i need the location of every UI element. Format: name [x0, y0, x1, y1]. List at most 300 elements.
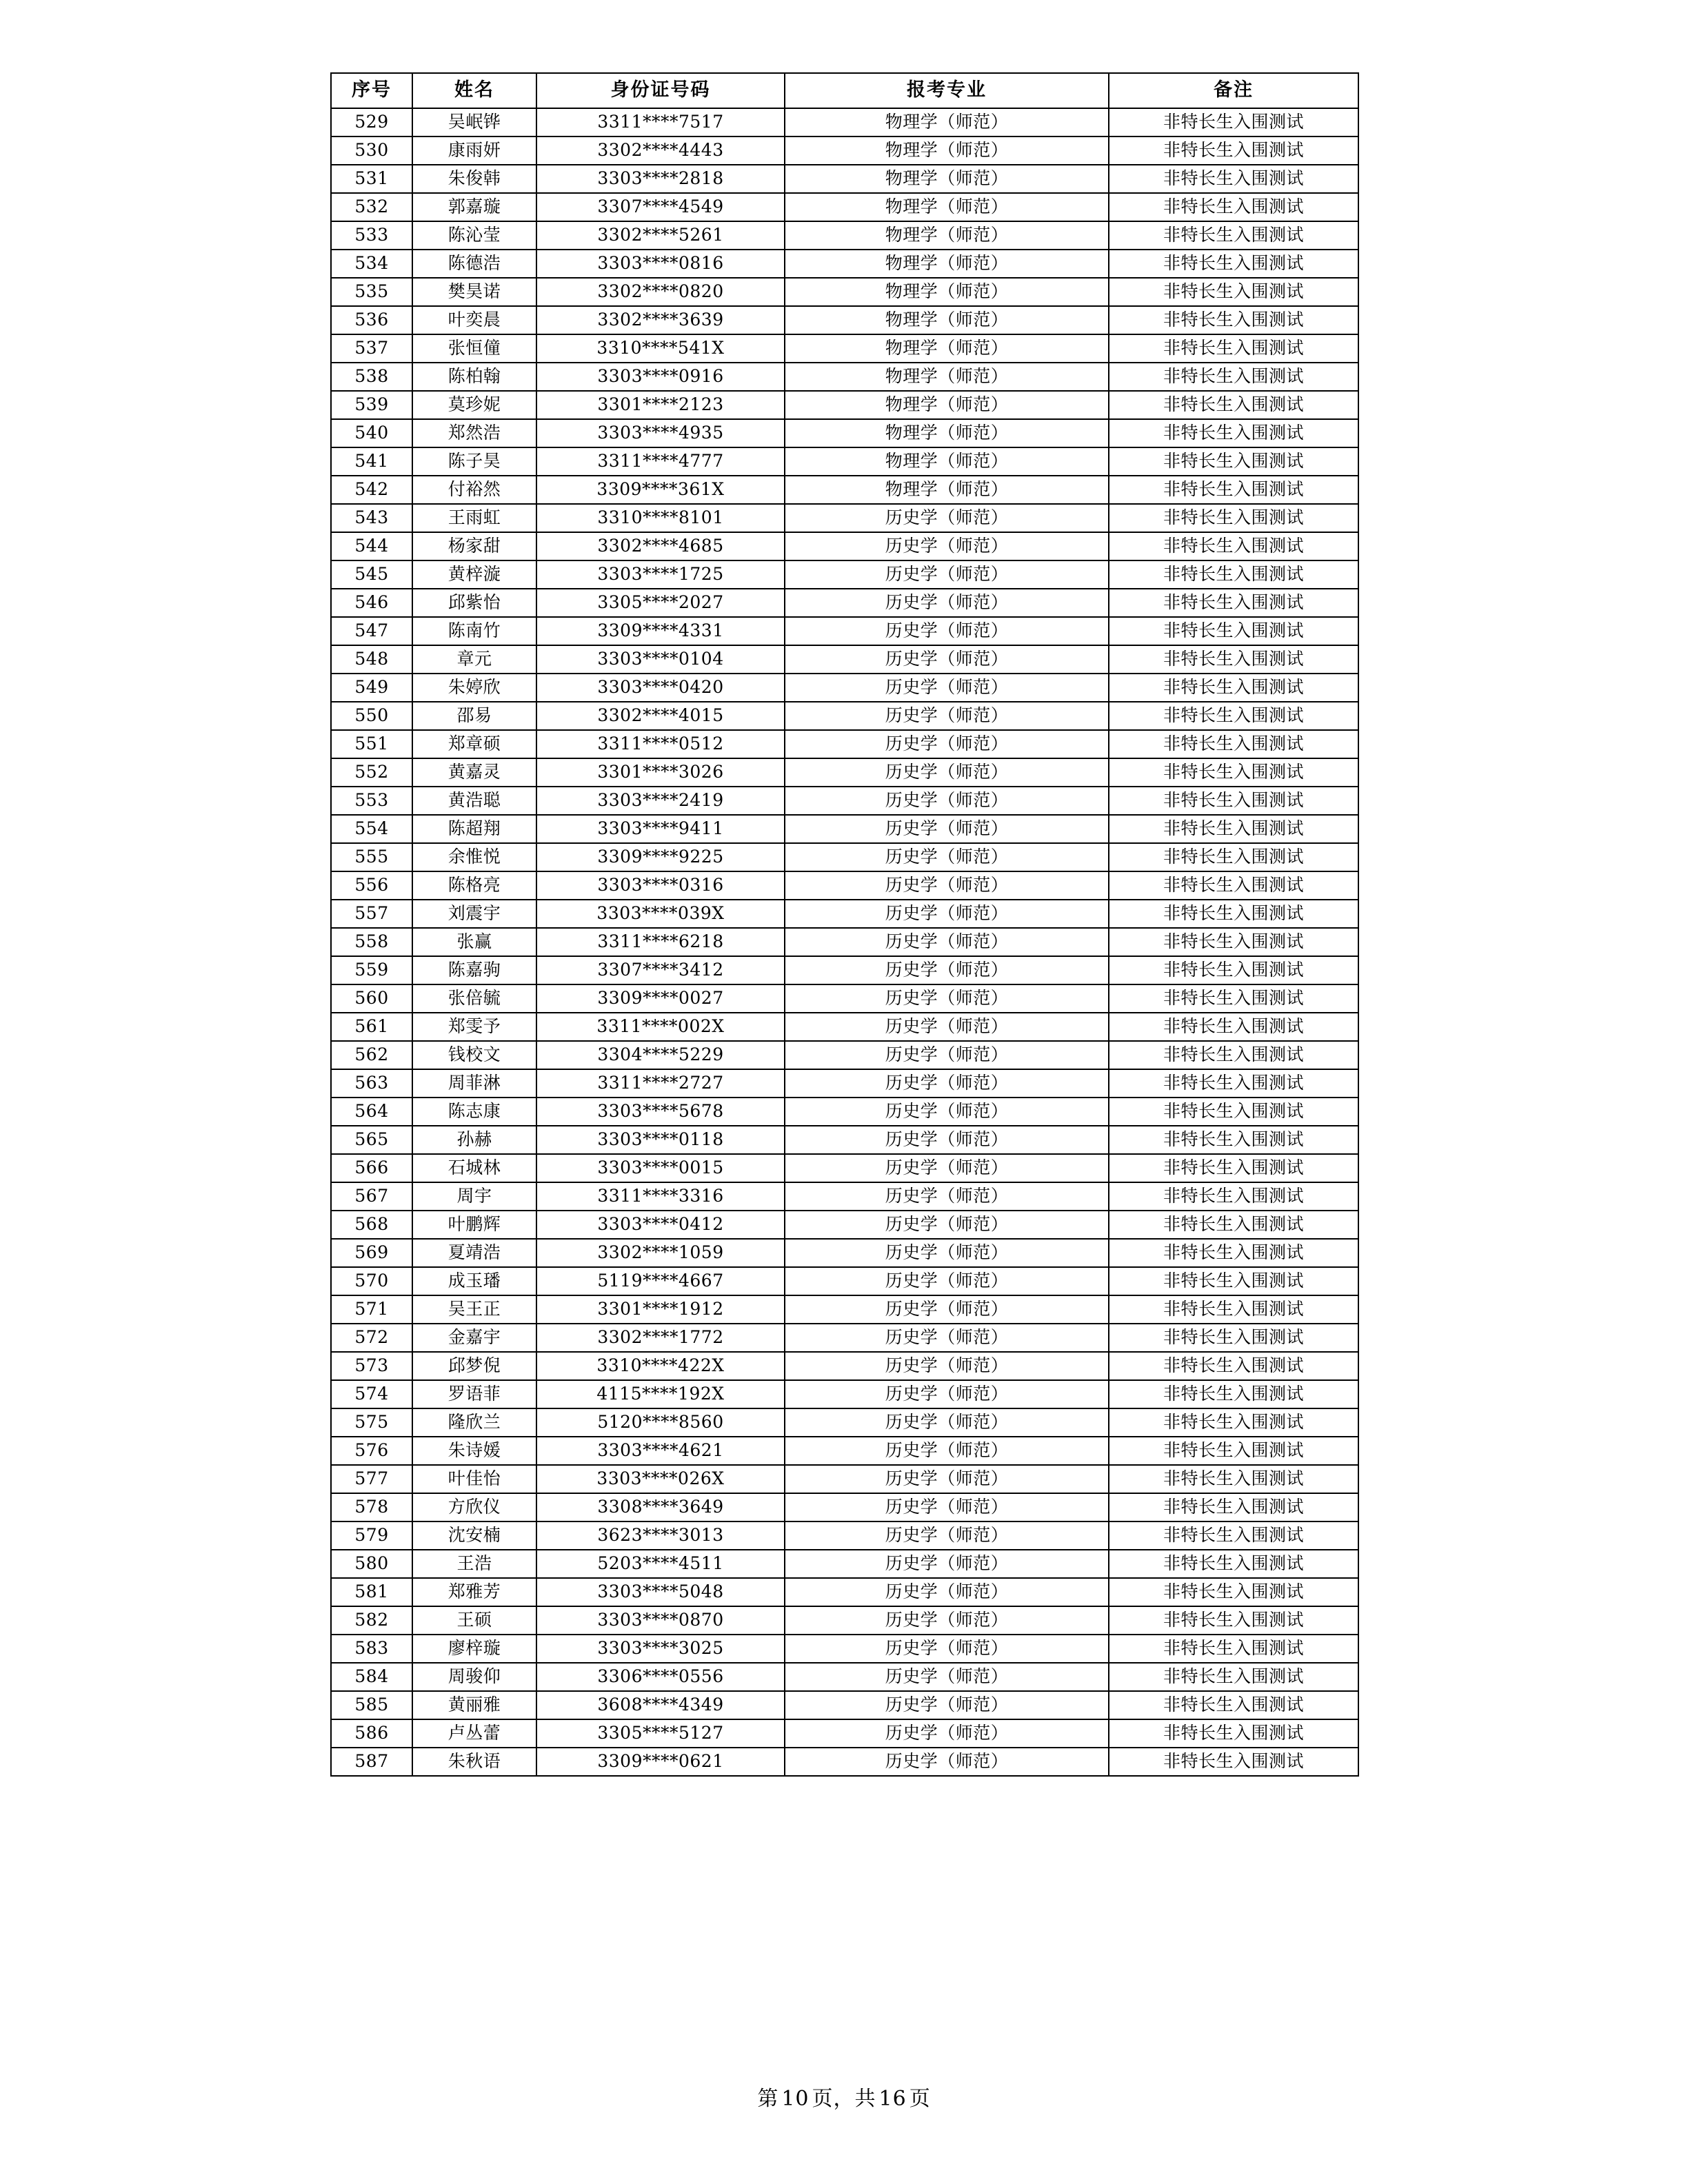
table-row: [331, 1521, 1358, 1550]
table-row: [331, 1663, 1358, 1691]
cell-major: 历史学（师范）: [785, 1154, 1109, 1182]
cell-index: 569: [331, 1239, 412, 1267]
cell-major: 历史学（师范）: [785, 1295, 1109, 1324]
cell-id-number: 3309****361X: [536, 476, 785, 504]
table-row: [331, 702, 1358, 730]
table-header-row: [331, 73, 1358, 108]
cell-major: 历史学（师范）: [785, 1239, 1109, 1267]
cell-name: 吴岷铧: [412, 108, 536, 136]
cell-id-number: 3303****2419: [536, 787, 785, 815]
cell-index: 539: [331, 391, 412, 419]
cell-major: 历史学（师范）: [785, 1352, 1109, 1380]
cell-name: 黄丽雅: [412, 1691, 536, 1719]
cell-remark: 非特长生入围测试: [1109, 250, 1358, 278]
table-row: [331, 843, 1358, 871]
cell-id-number: 3309****9225: [536, 843, 785, 871]
cell-name: 钱校文: [412, 1041, 536, 1069]
cell-index: 543: [331, 504, 412, 532]
table-row: [331, 1578, 1358, 1606]
cell-id-number: 3301****2123: [536, 391, 785, 419]
cell-major: 历史学（师范）: [785, 1437, 1109, 1465]
cell-id-number: 3302****4685: [536, 532, 785, 560]
cell-remark: 非特长生入围测试: [1109, 1691, 1358, 1719]
cell-name: 陈子昊: [412, 447, 536, 476]
cell-remark: 非特长生入围测试: [1109, 645, 1358, 674]
cell-id-number: 3302****3639: [536, 306, 785, 334]
table-row: [331, 1550, 1358, 1578]
cell-id-number: 3303****0118: [536, 1126, 785, 1154]
cell-id-number: 3305****2027: [536, 589, 785, 617]
cell-name: 郑雯予: [412, 1013, 536, 1041]
table-row: [331, 787, 1358, 815]
cell-name: 孙赫: [412, 1126, 536, 1154]
cell-id-number: 3303****026X: [536, 1465, 785, 1493]
table-row: [331, 476, 1358, 504]
cell-index: 570: [331, 1267, 412, 1295]
column-header-remark: 备注: [1109, 73, 1358, 108]
table-row: [331, 1606, 1358, 1635]
table-row: [331, 1267, 1358, 1295]
cell-major: 历史学（师范）: [785, 1748, 1109, 1776]
cell-index: 549: [331, 674, 412, 702]
table-row: [331, 1408, 1358, 1437]
cell-remark: 非特长生入围测试: [1109, 1126, 1358, 1154]
table-row: [331, 306, 1358, 334]
table-row: [331, 1748, 1358, 1776]
cell-major: 历史学（师范）: [785, 1719, 1109, 1748]
cell-remark: 非特长生入围测试: [1109, 1437, 1358, 1465]
table-row: [331, 871, 1358, 900]
cell-major: 历史学（师范）: [785, 815, 1109, 843]
column-header-index: 序号: [331, 73, 412, 108]
cell-id-number: 3305****5127: [536, 1719, 785, 1748]
table-row: [331, 1098, 1358, 1126]
cell-major: 历史学（师范）: [785, 645, 1109, 674]
cell-major: 历史学（师范）: [785, 1578, 1109, 1606]
cell-name: 成玉璠: [412, 1267, 536, 1295]
cell-remark: 非特长生入围测试: [1109, 1521, 1358, 1550]
cell-major: 历史学（师范）: [785, 758, 1109, 787]
cell-major: 历史学（师范）: [785, 787, 1109, 815]
cell-remark: 非特长生入围测试: [1109, 1295, 1358, 1324]
cell-remark: 非特长生入围测试: [1109, 1493, 1358, 1521]
cell-id-number: 3310****422X: [536, 1352, 785, 1380]
cell-id-number: 3608****4349: [536, 1691, 785, 1719]
table-row: [331, 1691, 1358, 1719]
roster-table-wrapper: [330, 72, 1358, 1777]
cell-major: 物理学（师范）: [785, 136, 1109, 165]
table-row: [331, 1380, 1358, 1408]
cell-index: 567: [331, 1182, 412, 1211]
cell-major: 历史学（师范）: [785, 1380, 1109, 1408]
cell-major: 历史学（师范）: [785, 1606, 1109, 1635]
cell-major: 物理学（师范）: [785, 193, 1109, 221]
table-row: [331, 560, 1358, 589]
cell-major: 历史学（师范）: [785, 1041, 1109, 1069]
cell-major: 物理学（师范）: [785, 334, 1109, 363]
table-row: [331, 1324, 1358, 1352]
cell-remark: 非特长生入围测试: [1109, 504, 1358, 532]
cell-name: 付裕然: [412, 476, 536, 504]
cell-id-number: 3303****0916: [536, 363, 785, 391]
cell-id-number: 3311****6218: [536, 928, 785, 956]
cell-major: 历史学（师范）: [785, 560, 1109, 589]
cell-remark: 非特长生入围测试: [1109, 1211, 1358, 1239]
cell-id-number: 3303****3025: [536, 1635, 785, 1663]
cell-index: 551: [331, 730, 412, 758]
cell-major: 历史学（师范）: [785, 1521, 1109, 1550]
cell-name: 卢丛蕾: [412, 1719, 536, 1748]
cell-major: 历史学（师范）: [785, 617, 1109, 645]
table-row: [331, 1041, 1358, 1069]
table-row: [331, 956, 1358, 984]
cell-name: 康雨妍: [412, 136, 536, 165]
table-row: [331, 447, 1358, 476]
cell-remark: 非特长生入围测试: [1109, 1578, 1358, 1606]
cell-id-number: 3309****4331: [536, 617, 785, 645]
cell-remark: 非特长生入围测试: [1109, 560, 1358, 589]
table-row: [331, 1465, 1358, 1493]
cell-remark: 非特长生入围测试: [1109, 306, 1358, 334]
cell-name: 章元: [412, 645, 536, 674]
cell-major: 历史学（师范）: [785, 1691, 1109, 1719]
cell-major: 物理学（师范）: [785, 419, 1109, 447]
cell-name: 廖梓璇: [412, 1635, 536, 1663]
cell-name: 王硕: [412, 1606, 536, 1635]
table-header: [331, 73, 1358, 108]
cell-id-number: 4115****192X: [536, 1380, 785, 1408]
cell-remark: 非特长生入围测试: [1109, 702, 1358, 730]
cell-name: 罗语菲: [412, 1380, 536, 1408]
cell-major: 历史学（师范）: [785, 1408, 1109, 1437]
cell-name: 隆欣兰: [412, 1408, 536, 1437]
cell-index: 587: [331, 1748, 412, 1776]
footer-prefix: 第: [757, 2087, 779, 2111]
cell-remark: 非特长生入围测试: [1109, 1465, 1358, 1493]
cell-id-number: 3307****3412: [536, 956, 785, 984]
cell-index: 561: [331, 1013, 412, 1041]
table-row: [331, 1126, 1358, 1154]
cell-remark: 非特长生入围测试: [1109, 1069, 1358, 1098]
table-row: [331, 1635, 1358, 1663]
cell-id-number: 3311****002X: [536, 1013, 785, 1041]
cell-name: 樊昊诺: [412, 278, 536, 306]
cell-id-number: 3303****1725: [536, 560, 785, 589]
cell-remark: 非特长生入围测试: [1109, 1635, 1358, 1663]
cell-remark: 非特长生入围测试: [1109, 1663, 1358, 1691]
cell-index: 568: [331, 1211, 412, 1239]
cell-name: 陈南竹: [412, 617, 536, 645]
cell-remark: 非特长生入围测试: [1109, 476, 1358, 504]
table-row: [331, 278, 1358, 306]
cell-remark: 非特长生入围测试: [1109, 278, 1358, 306]
cell-remark: 非特长生入围测试: [1109, 1239, 1358, 1267]
cell-remark: 非特长生入围测试: [1109, 1352, 1358, 1380]
cell-id-number: 3311****7517: [536, 108, 785, 136]
cell-name: 方欣仪: [412, 1493, 536, 1521]
cell-index: 575: [331, 1408, 412, 1437]
cell-name: 黄梓漩: [412, 560, 536, 589]
cell-index: 547: [331, 617, 412, 645]
cell-remark: 非特长生入围测试: [1109, 1748, 1358, 1776]
cell-name: 金嘉宇: [412, 1324, 536, 1352]
cell-id-number: 3302****1772: [536, 1324, 785, 1352]
cell-name: 邵易: [412, 702, 536, 730]
table-row: [331, 1295, 1358, 1324]
table-row: [331, 758, 1358, 787]
table-row: [331, 165, 1358, 193]
cell-name: 杨家甜: [412, 532, 536, 560]
cell-name: 陈沁莹: [412, 221, 536, 250]
cell-id-number: 3309****0621: [536, 1748, 785, 1776]
cell-index: 556: [331, 871, 412, 900]
cell-index: 540: [331, 419, 412, 447]
cell-id-number: 5119****4667: [536, 1267, 785, 1295]
cell-major: 历史学（师范）: [785, 1550, 1109, 1578]
table-row: [331, 589, 1358, 617]
cell-name: 陈超翔: [412, 815, 536, 843]
table-row: [331, 532, 1358, 560]
cell-name: 朱婷欣: [412, 674, 536, 702]
cell-major: 物理学（师范）: [785, 250, 1109, 278]
cell-name: 叶奕晨: [412, 306, 536, 334]
cell-major: 历史学（师范）: [785, 871, 1109, 900]
cell-id-number: 3303****0412: [536, 1211, 785, 1239]
cell-major: 物理学（师范）: [785, 447, 1109, 476]
cell-name: 莫珍妮: [412, 391, 536, 419]
page-footer: [0, 2081, 1688, 2112]
cell-index: 573: [331, 1352, 412, 1380]
footer-middle: 页，共: [812, 2087, 876, 2111]
column-header-major: 报考专业: [785, 73, 1109, 108]
cell-index: 532: [331, 193, 412, 221]
cell-remark: 非特长生入围测试: [1109, 532, 1358, 560]
cell-name: 吴王正: [412, 1295, 536, 1324]
cell-major: 历史学（师范）: [785, 504, 1109, 532]
cell-index: 586: [331, 1719, 412, 1748]
cell-index: 554: [331, 815, 412, 843]
cell-name: 夏靖浩: [412, 1239, 536, 1267]
table-row: [331, 1211, 1358, 1239]
cell-remark: 非特长生入围测试: [1109, 674, 1358, 702]
cell-index: 546: [331, 589, 412, 617]
cell-remark: 非特长生入围测试: [1109, 758, 1358, 787]
cell-remark: 非特长生入围测试: [1109, 1408, 1358, 1437]
cell-name: 王雨虹: [412, 504, 536, 532]
cell-major: 物理学（师范）: [785, 306, 1109, 334]
cell-major: 物理学（师范）: [785, 363, 1109, 391]
cell-remark: 非特长生入围测试: [1109, 843, 1358, 871]
cell-name: 朱诗媛: [412, 1437, 536, 1465]
cell-id-number: 3303****0816: [536, 250, 785, 278]
cell-remark: 非特长生入围测试: [1109, 871, 1358, 900]
cell-name: 郑然浩: [412, 419, 536, 447]
cell-index: 533: [331, 221, 412, 250]
cell-index: 563: [331, 1069, 412, 1098]
cell-id-number: 3302****0820: [536, 278, 785, 306]
cell-remark: 非特长生入围测试: [1109, 1041, 1358, 1069]
cell-index: 574: [331, 1380, 412, 1408]
cell-id-number: 3301****1912: [536, 1295, 785, 1324]
cell-id-number: 3311****2727: [536, 1069, 785, 1098]
cell-id-number: 3310****541X: [536, 334, 785, 363]
cell-name: 余惟悦: [412, 843, 536, 871]
cell-id-number: 3303****0870: [536, 1606, 785, 1635]
cell-index: 578: [331, 1493, 412, 1521]
cell-name: 陈格亮: [412, 871, 536, 900]
cell-remark: 非特长生入围测试: [1109, 1606, 1358, 1635]
roster-table: [330, 72, 1359, 1777]
cell-id-number: 3306****0556: [536, 1663, 785, 1691]
table-row: [331, 674, 1358, 702]
cell-id-number: 3311****4777: [536, 447, 785, 476]
cell-major: 历史学（师范）: [785, 532, 1109, 560]
cell-id-number: 3311****0512: [536, 730, 785, 758]
cell-id-number: 3303****0316: [536, 871, 785, 900]
cell-index: 529: [331, 108, 412, 136]
cell-index: 542: [331, 476, 412, 504]
cell-name: 张恒僮: [412, 334, 536, 363]
cell-index: 566: [331, 1154, 412, 1182]
cell-index: 552: [331, 758, 412, 787]
cell-name: 陈嘉驹: [412, 956, 536, 984]
cell-remark: 非特长生入围测试: [1109, 363, 1358, 391]
cell-major: 历史学（师范）: [785, 900, 1109, 928]
cell-name: 陈柏翰: [412, 363, 536, 391]
cell-id-number: 3302****4443: [536, 136, 785, 165]
cell-remark: 非特长生入围测试: [1109, 928, 1358, 956]
table-row: [331, 1182, 1358, 1211]
cell-major: 历史学（师范）: [785, 1663, 1109, 1691]
cell-name: 黄嘉灵: [412, 758, 536, 787]
cell-name: 郑章硕: [412, 730, 536, 758]
cell-remark: 非特长生入围测试: [1109, 1324, 1358, 1352]
cell-remark: 非特长生入围测试: [1109, 1154, 1358, 1182]
cell-index: 579: [331, 1521, 412, 1550]
cell-name: 朱秋语: [412, 1748, 536, 1776]
cell-index: 565: [331, 1126, 412, 1154]
cell-remark: 非特长生入围测试: [1109, 1380, 1358, 1408]
cell-major: 历史学（师范）: [785, 1635, 1109, 1663]
cell-index: 559: [331, 956, 412, 984]
cell-id-number: 3303****0420: [536, 674, 785, 702]
cell-remark: 非特长生入围测试: [1109, 1098, 1358, 1126]
cell-major: 物理学（师范）: [785, 108, 1109, 136]
cell-major: 历史学（师范）: [785, 589, 1109, 617]
table-row: [331, 363, 1358, 391]
table-row: [331, 1437, 1358, 1465]
cell-remark: 非特长生入围测试: [1109, 221, 1358, 250]
cell-name: 陈德浩: [412, 250, 536, 278]
cell-name: 郑雅芳: [412, 1578, 536, 1606]
table-row: [331, 193, 1358, 221]
table-row: [331, 984, 1358, 1013]
table-row: [331, 1239, 1358, 1267]
cell-major: 历史学（师范）: [785, 843, 1109, 871]
table-row: [331, 1352, 1358, 1380]
cell-index: 550: [331, 702, 412, 730]
cell-name: 周骏仰: [412, 1663, 536, 1691]
cell-name: 张倍毓: [412, 984, 536, 1013]
cell-id-number: 3302****1059: [536, 1239, 785, 1267]
cell-major: 历史学（师范）: [785, 1126, 1109, 1154]
cell-remark: 非特长生入围测试: [1109, 1719, 1358, 1748]
cell-major: 历史学（师范）: [785, 956, 1109, 984]
cell-id-number: 3309****0027: [536, 984, 785, 1013]
cell-index: 557: [331, 900, 412, 928]
cell-major: 历史学（师范）: [785, 702, 1109, 730]
cell-id-number: 3310****8101: [536, 504, 785, 532]
column-header-name: 姓名: [412, 73, 536, 108]
table-row: [331, 504, 1358, 532]
table-row: [331, 1719, 1358, 1748]
cell-remark: 非特长生入围测试: [1109, 984, 1358, 1013]
cell-name: 郭嘉璇: [412, 193, 536, 221]
cell-index: 544: [331, 532, 412, 560]
cell-index: 553: [331, 787, 412, 815]
cell-index: 536: [331, 306, 412, 334]
cell-major: 物理学（师范）: [785, 278, 1109, 306]
cell-name: 沈安楠: [412, 1521, 536, 1550]
cell-index: 531: [331, 165, 412, 193]
cell-name: 刘震宇: [412, 900, 536, 928]
cell-major: 历史学（师范）: [785, 674, 1109, 702]
footer-current-page: 10: [781, 2087, 810, 2111]
cell-remark: 非特长生入围测试: [1109, 589, 1358, 617]
cell-remark: 非特长生入围测试: [1109, 956, 1358, 984]
cell-major: 历史学（师范）: [785, 1465, 1109, 1493]
cell-remark: 非特长生入围测试: [1109, 108, 1358, 136]
cell-major: 历史学（师范）: [785, 1069, 1109, 1098]
cell-id-number: 5120****8560: [536, 1408, 785, 1437]
cell-major: 历史学（师范）: [785, 984, 1109, 1013]
cell-index: 580: [331, 1550, 412, 1578]
table-row: [331, 221, 1358, 250]
table-row: [331, 108, 1358, 136]
table-row: [331, 1154, 1358, 1182]
table-row: [331, 250, 1358, 278]
cell-remark: 非特长生入围测试: [1109, 787, 1358, 815]
cell-index: 585: [331, 1691, 412, 1719]
cell-name: 王浩: [412, 1550, 536, 1578]
footer-suffix: 页: [909, 2087, 931, 2111]
cell-name: 邱紫怡: [412, 589, 536, 617]
table-row: [331, 136, 1358, 165]
cell-id-number: 3308****3649: [536, 1493, 785, 1521]
cell-index: 534: [331, 250, 412, 278]
cell-index: 555: [331, 843, 412, 871]
cell-index: 584: [331, 1663, 412, 1691]
cell-major: 历史学（师范）: [785, 1098, 1109, 1126]
cell-remark: 非特长生入围测试: [1109, 193, 1358, 221]
cell-id-number: 3303****039X: [536, 900, 785, 928]
cell-name: 周菲淋: [412, 1069, 536, 1098]
cell-index: 582: [331, 1606, 412, 1635]
cell-remark: 非特长生入围测试: [1109, 391, 1358, 419]
cell-major: 历史学（师范）: [785, 1324, 1109, 1352]
cell-name: 陈志康: [412, 1098, 536, 1126]
table-row: [331, 928, 1358, 956]
cell-remark: 非特长生入围测试: [1109, 1013, 1358, 1041]
cell-major: 历史学（师范）: [785, 1493, 1109, 1521]
cell-remark: 非特长生入围测试: [1109, 136, 1358, 165]
table-row: [331, 1013, 1358, 1041]
table-row: [331, 617, 1358, 645]
table-row: [331, 334, 1358, 363]
cell-major: 历史学（师范）: [785, 1267, 1109, 1295]
cell-id-number: 5203****4511: [536, 1550, 785, 1578]
cell-id-number: 3303****2818: [536, 165, 785, 193]
